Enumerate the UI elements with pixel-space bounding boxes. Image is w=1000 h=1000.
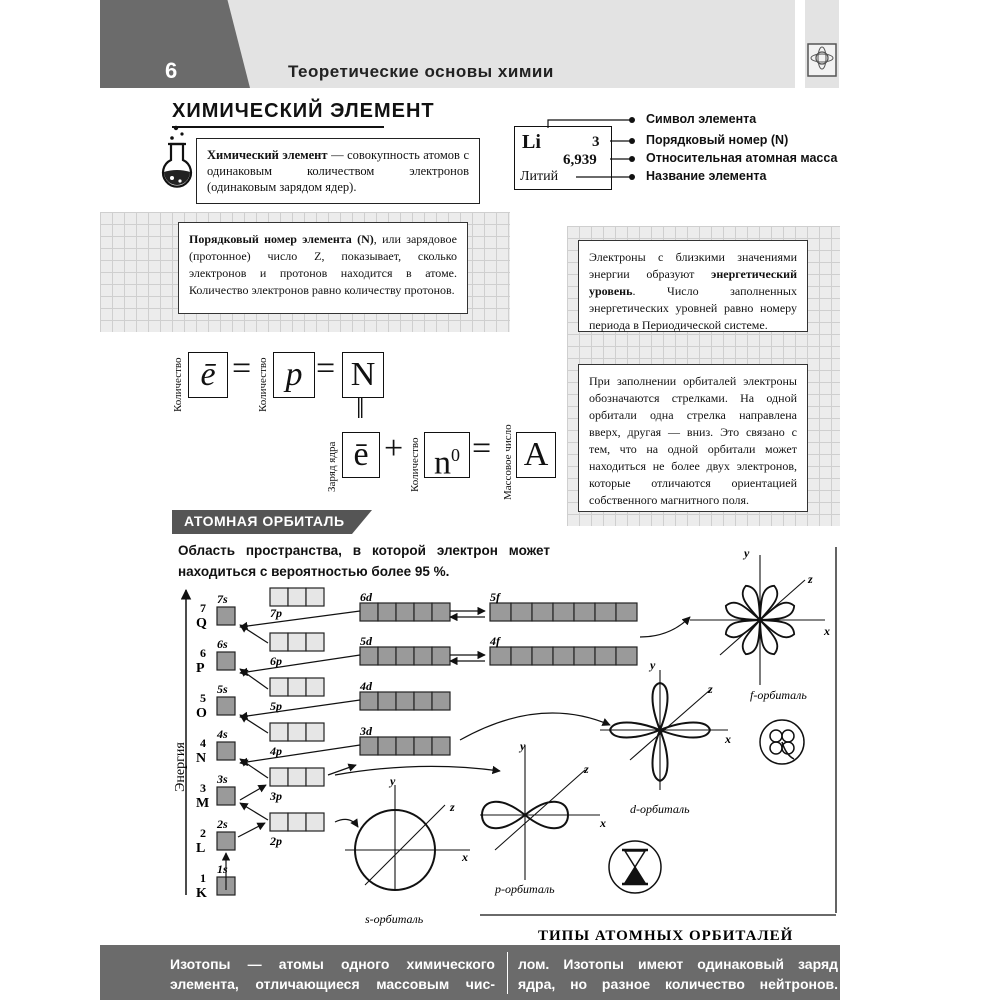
d-5d-cell-2	[378, 647, 396, 665]
level-2-letter: L	[196, 841, 206, 856]
header-title: Теоретические основы химии	[288, 62, 554, 81]
d-5d-cell-5	[432, 647, 450, 665]
cell-7s	[217, 607, 235, 625]
orbital-definition: Область пространства, в которой электрон может находиться с вероятностью более 95 %.	[178, 543, 550, 579]
f-4f-cell-3	[532, 647, 553, 665]
cell-6s	[217, 652, 235, 670]
label-6s: 6s	[217, 637, 228, 651]
formula-electron: ē	[188, 352, 228, 398]
chemistry-emblem-icon	[806, 42, 838, 78]
p-7p-cell-3	[306, 588, 324, 606]
p-axis-y: y	[520, 739, 526, 753]
legend-symbol: Символ элемента	[646, 112, 757, 126]
d-axis-z: z	[708, 682, 713, 696]
footer-divider	[507, 952, 508, 994]
p-5p-cell-2	[288, 678, 306, 696]
p-2p-cell-3	[306, 813, 324, 831]
f-4f-cell-6	[595, 647, 616, 665]
p-2p-cell-2	[288, 813, 306, 831]
formula-atomic-number: N	[342, 352, 384, 398]
label-3s: 3s	[217, 772, 228, 786]
page-number: 6	[165, 58, 178, 83]
d-6d-cell-5	[432, 603, 450, 621]
p-7p-cell-2	[288, 588, 306, 606]
f-axis-z: z	[808, 572, 813, 586]
definition-box	[196, 138, 480, 204]
cell-4s	[217, 742, 235, 760]
energy-level-text-2: . Число заполненных энергетических уровней равно номеру периода в Периодической системе.	[589, 284, 797, 332]
f-4f-cell-4	[553, 647, 574, 665]
d-orbital-label: d-орбиталь	[630, 802, 690, 816]
label-5s: 5s	[217, 682, 228, 696]
orbital-banner-text: АТОМНАЯ ОРБИТАЛЬ	[184, 513, 345, 529]
label-4p: 4p	[270, 744, 282, 758]
level-6-num: 6	[200, 646, 206, 660]
d-3d-cell-2	[378, 737, 396, 755]
types-title: ТИПЫ АТОМНЫХ ОРБИТАЛЕЙ	[538, 928, 794, 944]
orbital-fill-box	[578, 364, 808, 512]
formula-plus: +	[384, 430, 404, 467]
label-5d: 5d	[360, 634, 372, 648]
legend-mass: Относительная атомная масса	[646, 151, 838, 165]
orbital-fill-text: При заполнении орбиталей электроны обозначаются стрелками. На одной орбитали одна стрелка направлена вверх, другая — вниз. Это связано с тем, что на одной орбитали может находиться не более двух электронов, которые отличаются ориентацией собственного магнитного поля.	[589, 374, 797, 507]
d-5d-cell-1	[360, 647, 378, 665]
legend-name: Название элемента	[646, 169, 767, 183]
label-5p: 5p	[270, 699, 282, 713]
p-axis-x: x	[600, 816, 606, 830]
s-axis-y: y	[390, 774, 396, 788]
label-7p: 7p	[270, 606, 282, 620]
p-4p-cell-3	[306, 723, 324, 741]
f-orbital-figure	[690, 555, 825, 685]
level-7-num: 7	[200, 601, 206, 615]
f-orbitals	[490, 603, 637, 665]
level-4-letter: N	[196, 751, 207, 766]
atomic-number-term: Порядковый номер элемента (N)	[189, 232, 374, 246]
formula-neutron-sup: 0	[451, 445, 460, 465]
d-6d-cell-4	[414, 603, 432, 621]
element-mass: 6,939	[563, 152, 597, 168]
p-5p-cell-1	[270, 678, 288, 696]
f-5f-cell-3	[532, 603, 553, 621]
d-4d-cell-4	[414, 692, 432, 710]
legend-number: Порядковый номер (N)	[646, 133, 789, 147]
orbital-diagram	[160, 545, 850, 945]
f-4f-cell-1	[490, 647, 511, 665]
d-4d-cell-3	[396, 692, 414, 710]
section-title: ХИМИЧЕСКИЙ ЭЛЕМЕНТ	[172, 100, 435, 122]
label-2p: 2p	[270, 834, 282, 848]
f-4f-cell-5	[574, 647, 595, 665]
label-7s: 7s	[217, 592, 228, 606]
f-5f-cell-7	[616, 603, 637, 621]
energy-label: Энергия	[173, 742, 188, 792]
d-6d-cell-2	[378, 603, 396, 621]
energy-level-text-1: Электроны с близкими значениями энергии образуют	[589, 250, 797, 281]
p-5p-cell-3	[306, 678, 324, 696]
level-3-letter: M	[196, 796, 210, 811]
label-4f: 4f	[490, 634, 500, 648]
p-7p-cell-1	[270, 588, 288, 606]
p-3p-cell-1	[270, 768, 288, 786]
f-axis-x: x	[824, 624, 830, 638]
s-axis-z: z	[450, 800, 455, 814]
formula-eq-3: =	[472, 430, 492, 467]
formula-parallel: ‖	[356, 392, 365, 425]
label-5f: 5f	[490, 590, 500, 604]
cell-2s	[217, 832, 235, 850]
d-3d-cell-3	[396, 737, 414, 755]
d-5d-cell-4	[414, 647, 432, 665]
definition-term: Химический элемент	[207, 148, 328, 162]
f-axis-y: y	[744, 546, 750, 560]
footer-left-text: Изотопы — атомы одного химического элемента, отличающиеся массовым чис-	[170, 956, 495, 992]
label-4d: 4d	[360, 679, 372, 693]
atomic-number-text: , или зарядовое (протонное) число Z, показывает, сколько электронов и протонов находится в атоме. Количество электронов равно количеству протонов.	[189, 232, 457, 297]
d-3d-cell-4	[414, 737, 432, 755]
label-1s: 1s	[217, 862, 228, 876]
d-6d-cell-1	[360, 603, 378, 621]
p-6p-cell-3	[306, 633, 324, 651]
atomic-number-box	[178, 222, 468, 314]
label-2s: 2s	[217, 817, 228, 831]
label-4s: 4s	[217, 727, 228, 741]
formula-electron-2: ē	[342, 432, 380, 478]
d-3d-cell-5	[432, 737, 450, 755]
p-orbital-figure	[480, 745, 600, 880]
d-3d-cell-1	[360, 737, 378, 755]
d-4d-cell-1	[360, 692, 378, 710]
level-1-letter: K	[196, 886, 207, 901]
title-underline	[172, 126, 384, 128]
p-2p-cell-1	[270, 813, 288, 831]
energy-level-term: энергетический уровень	[589, 267, 797, 298]
label-6d: 6d	[360, 590, 372, 604]
d-4d-cell-5	[432, 692, 450, 710]
label-count-neutrons: Количество	[409, 437, 421, 492]
formula-neutron-letter: n	[434, 444, 451, 482]
d-5d-cell-3	[396, 647, 414, 665]
label-6p: 6p	[270, 654, 282, 668]
level-3-num: 3	[200, 781, 206, 795]
formula-mass-number: A	[516, 432, 556, 478]
formula-eq-1: =	[232, 350, 252, 387]
definition-text: — совокупность атомов с одинаковым количеством электронов (одинаковым зарядом ядер).	[207, 148, 469, 194]
d-4d-cell-2	[378, 692, 396, 710]
f-5f-cell-2	[511, 603, 532, 621]
f-5f-cell-1	[490, 603, 511, 621]
level-2-num: 2	[200, 826, 206, 840]
s-orbital-label: s-орбиталь	[365, 912, 424, 926]
f-4f-cell-2	[511, 647, 532, 665]
p-4p-cell-1	[270, 723, 288, 741]
formula-eq-2: =	[316, 350, 336, 387]
p-4p-cell-2	[288, 723, 306, 741]
label-count-protons: Количество	[257, 357, 269, 412]
p-6p-cell-2	[288, 633, 306, 651]
d-orbitals	[360, 603, 450, 755]
element-card-leaders	[540, 114, 645, 188]
clover-icon	[760, 720, 804, 764]
formula-neutron	[424, 432, 470, 482]
label-count-electrons: Количество	[172, 357, 184, 412]
p-3p-cell-2	[288, 768, 306, 786]
f-5f-cell-5	[574, 603, 595, 621]
formula-proton: p	[273, 352, 315, 398]
f-5f-cell-4	[553, 603, 574, 621]
cell-3s	[217, 787, 235, 805]
element-name: Литий	[520, 169, 559, 184]
p-3p-cell-3	[306, 768, 324, 786]
d-axis-x: x	[725, 732, 731, 746]
label-nuclear-charge: Заряд ядра	[326, 441, 338, 492]
f-4f-cell-7	[616, 647, 637, 665]
f-orbital-label: f-орбиталь	[750, 688, 807, 702]
s-axis-x: x	[462, 850, 468, 864]
level-7-letter: Q	[196, 616, 207, 631]
p-6p-cell-1	[270, 633, 288, 651]
element-symbol: Li	[522, 131, 541, 153]
cell-5s	[217, 697, 235, 715]
label-3d: 3d	[360, 724, 372, 738]
label-3p: 3p	[270, 789, 282, 803]
f-5f-cell-6	[595, 603, 616, 621]
element-number: 3	[592, 134, 600, 150]
level-4-num: 4	[200, 736, 206, 750]
p-orbital-label: p-орбиталь	[495, 882, 555, 896]
footer-right-text: лом. Изотопы имеют одинаковый заряд ядра, но разное количество нейтронов.	[518, 956, 838, 992]
d-axis-y: y	[650, 658, 656, 672]
level-6-letter: P	[196, 661, 205, 676]
level-5-num: 5	[200, 691, 206, 705]
level-1-num: 1	[200, 871, 206, 885]
flask-icon	[156, 124, 200, 194]
p-axis-z: z	[584, 762, 589, 776]
label-mass-number: Массовое число	[502, 424, 514, 500]
energy-level-box	[578, 240, 808, 332]
d-6d-cell-3	[396, 603, 414, 621]
hourglass-icon	[609, 841, 661, 893]
level-5-letter: O	[196, 706, 207, 721]
